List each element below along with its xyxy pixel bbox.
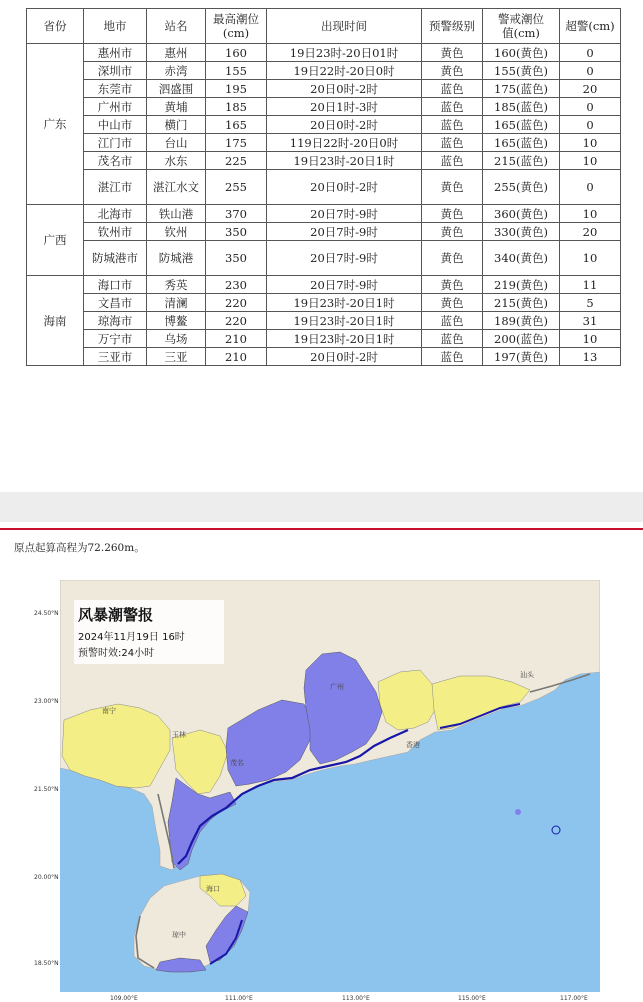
cell-city: 文昌市 — [84, 294, 147, 312]
cell-over-warning: 20 — [560, 223, 621, 241]
cell-max-tide: 230 — [206, 276, 267, 294]
table-row — [27, 330, 621, 348]
header-province: 省份 — [27, 9, 84, 44]
cell-over-warning: 0 — [560, 62, 621, 80]
cell-time: 19日23时-20日1时 — [267, 152, 422, 170]
cell-station: 钦州 — [147, 223, 206, 241]
table-row — [27, 98, 621, 116]
cell-max-tide: 370 — [206, 205, 267, 223]
cell-level: 黄色 — [422, 223, 483, 241]
cell-max-tide: 210 — [206, 348, 267, 366]
header-time: 出现时间 — [267, 9, 422, 44]
cell-city: 广州市 — [84, 98, 147, 116]
cell-warning-tide: 155(黄色) — [483, 62, 560, 80]
cell-warning-tide: 160(黄色) — [483, 44, 560, 62]
cell-station: 横门 — [147, 116, 206, 134]
cell-max-tide: 185 — [206, 98, 267, 116]
island-marker — [515, 809, 521, 815]
cell-time: 119日22时-20日0时 — [267, 134, 422, 152]
place-label: 香港 — [406, 741, 420, 749]
header-max-tide: 最高潮位 (cm) — [206, 9, 267, 44]
cell-time: 20日7时-9时 — [267, 205, 422, 223]
red-divider — [0, 528, 643, 530]
cell-time: 20日0时-2时 — [267, 80, 422, 98]
cell-level: 蓝色 — [422, 330, 483, 348]
table-row — [27, 348, 621, 366]
cell-province: 广东 — [27, 44, 84, 205]
table-row — [27, 294, 621, 312]
table-row — [27, 205, 621, 223]
cell-station: 三亚 — [147, 348, 206, 366]
cell-station: 赤湾 — [147, 62, 206, 80]
cell-warning-tide: 330(黄色) — [483, 223, 560, 241]
cell-over-warning: 20 — [560, 80, 621, 98]
cell-max-tide: 220 — [206, 312, 267, 330]
note-3-continuation: 原点起算高程为72.260m。 — [14, 542, 145, 554]
lat-label: 23.00°N — [34, 698, 59, 705]
cell-level: 黄色 — [422, 62, 483, 80]
cell-station: 博鳌 — [147, 312, 206, 330]
cell-max-tide: 350 — [206, 223, 267, 241]
cell-warning-tide: 165(蓝色) — [483, 116, 560, 134]
cell-level: 黄色 — [422, 170, 483, 205]
cell-warning-tide: 255(黄色) — [483, 170, 560, 205]
cell-station: 秀英 — [147, 276, 206, 294]
cell-warning-tide: 215(黄色) — [483, 294, 560, 312]
cell-time: 20日0时-2时 — [267, 116, 422, 134]
cell-over-warning: 5 — [560, 294, 621, 312]
cell-level: 黄色 — [422, 205, 483, 223]
cell-time: 19日23时-20日1时 — [267, 312, 422, 330]
cell-level: 蓝色 — [422, 348, 483, 366]
table-row — [27, 223, 621, 241]
cell-station: 水东 — [147, 152, 206, 170]
cell-city: 东莞市 — [84, 80, 147, 98]
table-row — [27, 152, 621, 170]
table-row — [27, 116, 621, 134]
cell-station: 泗盛围 — [147, 80, 206, 98]
place-label: 汕头 — [520, 671, 534, 679]
lon-label: 117.00°E — [560, 995, 588, 1002]
cell-over-warning: 10 — [560, 330, 621, 348]
cell-max-tide: 210 — [206, 330, 267, 348]
cell-time: 20日7时-9时 — [267, 223, 422, 241]
map-validity: 预警时效:24小时 — [78, 648, 155, 659]
cell-city: 钦州市 — [84, 223, 147, 241]
cell-over-warning: 31 — [560, 312, 621, 330]
cell-station: 防城港 — [147, 241, 206, 276]
cell-station: 乌场 — [147, 330, 206, 348]
cell-level: 黄色 — [422, 276, 483, 294]
cell-over-warning: 0 — [560, 44, 621, 62]
lon-label: 109.00°E — [110, 995, 138, 1002]
table-row — [27, 241, 621, 276]
cell-warning-tide: 165(蓝色) — [483, 134, 560, 152]
yellow-zone-huizhou — [378, 670, 436, 730]
cell-time: 19日23时-20日1时 — [267, 294, 422, 312]
cell-time: 20日0时-2时 — [267, 348, 422, 366]
cell-city: 惠州市 — [84, 44, 147, 62]
cell-city: 深圳市 — [84, 62, 147, 80]
table-row — [27, 80, 621, 98]
table-row — [27, 170, 621, 205]
table-row — [27, 276, 621, 294]
cell-city: 防城港市 — [84, 241, 147, 276]
lon-label: 115.00°E — [458, 995, 486, 1002]
lat-label: 24.50°N — [34, 610, 59, 617]
table-row — [27, 312, 621, 330]
header-station: 站名 — [147, 9, 206, 44]
header-warning-tide: 警戒潮位 值(cm) — [483, 9, 560, 44]
place-label: 琼中 — [172, 931, 186, 939]
cell-level: 蓝色 — [422, 134, 483, 152]
cell-time: 20日7时-9时 — [267, 276, 422, 294]
table-header-row — [27, 9, 621, 44]
cell-city: 三亚市 — [84, 348, 147, 366]
cell-level: 蓝色 — [422, 152, 483, 170]
lat-label: 21.50°N — [34, 786, 59, 793]
cell-station: 台山 — [147, 134, 206, 152]
lon-label: 111.00°E — [225, 995, 253, 1002]
cell-warning-tide: 189(黄色) — [483, 312, 560, 330]
cell-max-tide: 160 — [206, 44, 267, 62]
cell-over-warning: 0 — [560, 98, 621, 116]
place-label: 海口 — [206, 885, 220, 893]
lat-label: 20.00°N — [34, 874, 59, 881]
place-label: 广州 — [330, 683, 344, 691]
cell-time: 19日23时-20日01时 — [267, 44, 422, 62]
cell-level: 黄色 — [422, 44, 483, 62]
cell-city: 中山市 — [84, 116, 147, 134]
cell-time: 20日7时-9时 — [267, 241, 422, 276]
cell-over-warning: 10 — [560, 134, 621, 152]
cell-warning-tide: 219(黄色) — [483, 276, 560, 294]
cell-warning-tide: 175(蓝色) — [483, 80, 560, 98]
header-level: 预警级别 — [422, 9, 483, 44]
cell-level: 黄色 — [422, 241, 483, 276]
cell-warning-tide: 215(蓝色) — [483, 152, 560, 170]
table-row — [27, 134, 621, 152]
cell-station: 湛江水文 — [147, 170, 206, 205]
lat-label: 18.50°N — [34, 960, 59, 967]
cell-max-tide: 350 — [206, 241, 267, 276]
cell-time: 20日1时-3时 — [267, 98, 422, 116]
place-label: 南宁 — [102, 707, 116, 715]
table-row — [27, 62, 621, 80]
cell-warning-tide: 197(黄色) — [483, 348, 560, 366]
cell-station: 惠州 — [147, 44, 206, 62]
cell-province: 海南 — [27, 276, 84, 366]
cell-province: 广西 — [27, 205, 84, 276]
cell-level: 黄色 — [422, 294, 483, 312]
cell-level: 蓝色 — [422, 116, 483, 134]
cell-over-warning: 11 — [560, 276, 621, 294]
cell-warning-tide: 185(蓝色) — [483, 98, 560, 116]
cell-over-warning: 10 — [560, 241, 621, 276]
cell-max-tide: 175 — [206, 134, 267, 152]
cell-max-tide: 195 — [206, 80, 267, 98]
cell-city: 北海市 — [84, 205, 147, 223]
cell-city: 琼海市 — [84, 312, 147, 330]
cell-max-tide: 220 — [206, 294, 267, 312]
cell-max-tide: 165 — [206, 116, 267, 134]
cell-time: 19日23时-20日1时 — [267, 330, 422, 348]
storm-tide-table — [26, 8, 621, 366]
cell-level: 蓝色 — [422, 80, 483, 98]
cell-level: 蓝色 — [422, 98, 483, 116]
cell-time: 20日0时-2时 — [267, 170, 422, 205]
cell-city: 湛江市 — [84, 170, 147, 205]
cell-city: 茂名市 — [84, 152, 147, 170]
cell-city: 万宁市 — [84, 330, 147, 348]
place-label: 茂名 — [230, 759, 244, 767]
place-label: 玉林 — [172, 731, 186, 739]
cell-city: 海口市 — [84, 276, 147, 294]
cell-max-tide: 155 — [206, 62, 267, 80]
table-row — [27, 44, 621, 62]
cell-station: 铁山港 — [147, 205, 206, 223]
page-gap-band — [0, 492, 643, 522]
top-cut-strip — [0, 0, 643, 8]
cell-station: 黄埔 — [147, 98, 206, 116]
cell-over-warning: 0 — [560, 170, 621, 205]
cell-time: 19日22时-20日0时 — [267, 62, 422, 80]
cell-over-warning: 10 — [560, 205, 621, 223]
table-body — [27, 44, 621, 366]
cell-over-warning: 0 — [560, 116, 621, 134]
map-datetime: 2024年11月19日 16时 — [78, 632, 185, 643]
cell-warning-tide: 360(黄色) — [483, 205, 560, 223]
cell-over-warning: 13 — [560, 348, 621, 366]
map-title: 风暴潮警报 — [78, 606, 154, 624]
cell-max-tide: 225 — [206, 152, 267, 170]
cell-station: 清澜 — [147, 294, 206, 312]
cell-warning-tide: 340(黄色) — [483, 241, 560, 276]
cell-warning-tide: 200(蓝色) — [483, 330, 560, 348]
header-over-warning: 超警(cm) — [560, 9, 621, 44]
header-city: 地市 — [84, 9, 147, 44]
cell-max-tide: 255 — [206, 170, 267, 205]
map-legend-box — [74, 600, 224, 664]
storm-tide-map — [34, 580, 600, 1002]
cell-city: 江门市 — [84, 134, 147, 152]
cell-level: 蓝色 — [422, 312, 483, 330]
lon-label: 113.00°E — [342, 995, 370, 1002]
cell-over-warning: 10 — [560, 152, 621, 170]
